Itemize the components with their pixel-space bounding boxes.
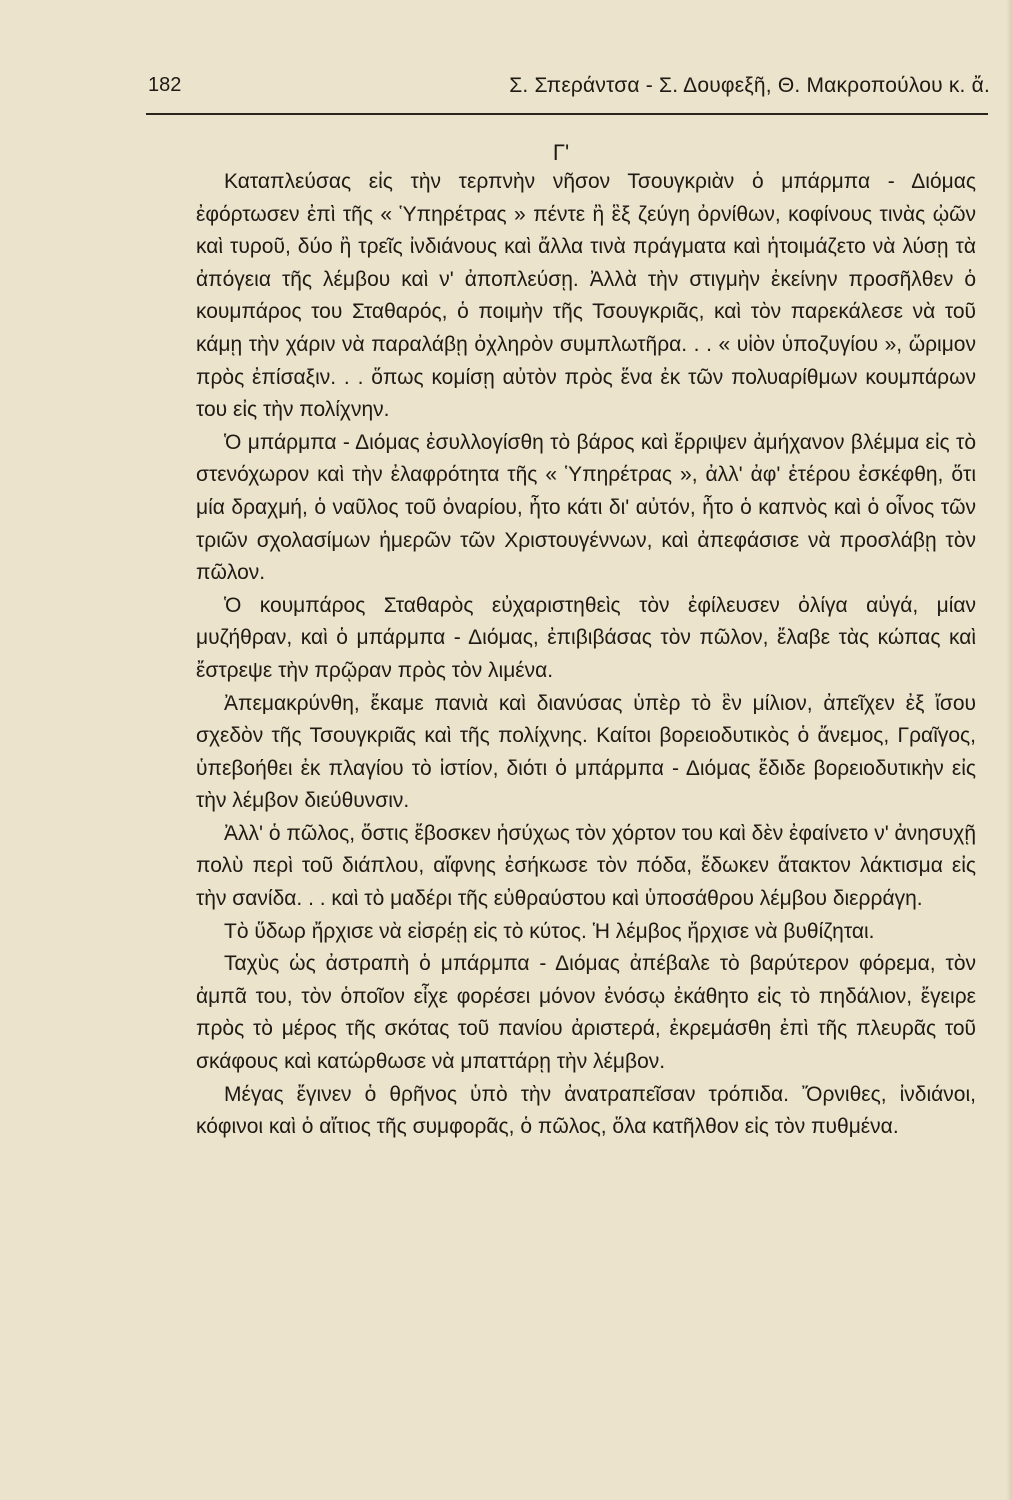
paragraph-4: Ἀπεμακρύνθη, ἔκαμε πανιὰ καὶ διανύσας ὑπὲρ τὸ ἓν μίλιον, ἀπεῖχεν ἐξ ἴσου σχεδὸν τῆς Τσουγκριᾶς καὶ τῆς πολίχνης. Καίτοι βορειοδυτικὸς ὁ ἄνεμος, Γραῖγος, ὑπεβοήθει ἐκ πλαγίου τὸ ἱστίον, διότι ὁ μπάρμπα - Διόμας ἔδιδε βορειοδυτικὴν εἰς τὴν λέμβον διεύθυνσιν. [196,691,976,813]
paragraph-7: Ταχὺς ὡς ἀστραπὴ ὁ μπάρμπα - Διόμας ἀπέβαλε τὸ βαρύτερον φόρεμα, τὸν ἀμπᾶ του, τὸν ὁποῖον εἶχε φορέσει μόνον ἐνόσῳ ἐκάθητο εἰς τὸ πηδάλιον, ἔγειρε πρὸς τὸ μέρος τῆς σκότας τοῦ πανίου ἀριστερά, ἐκρεμάσθη ἐπὶ τῆς πλευρᾶς τοῦ σκάφους καὶ κατώρθωσε νὰ μπαττάρῃ τὴν λέμβον. [196,952,976,1074]
paragraph-8: Μέγας ἔγινεν ὁ θρῆνος ὑπὸ τὴν ἀνατραπεῖσαν τρόπιδα. Ὄρνιθες, ἰνδιάνοι, κόφινοι καὶ ὁ αἴτιος τῆς συμφορᾶς, ὁ πῶλος, ὅλα κατῆλθον εἰς τὸν πυθμένα. [196,1082,976,1139]
page-header [140,74,990,104]
body-text [196,162,976,1144]
paragraph-2: Ὁ μπάρμπα - Διόμας ἐσυλλογίσθη τὸ βάρος καὶ ἔρριψεν ἀμήχανον βλέμμα εἰς τὸ στενόχωρον καὶ τὴν ἐλαφρότητα τῆς « Ὑπηρέτρας », ἀλλ' ἀφ' ἑτέρου ἐσκέφθη, ὅτι μία δραχμή, ὁ ναῦλος τοῦ ὀναρίου, ἦτο κάτι δι' αὐτόν, ἦτο ὁ καπνὸς καὶ ὁ οἶνος τῶν τριῶν σχολασίμων ἡμερῶν τῶν Χριστουγέννων, καὶ ἀπεφάσισε νὰ προσλάβῃ τὸν πῶλον. [196,430,976,585]
paragraph-5: Ἀλλ' ὁ πῶλος, ὅστις ἔβοσκεν ἡσύχως τὸν χόρτον του καὶ δὲν ἐφαίνετο ν' ἀνησυχῇ πολὺ περὶ τοῦ διάπλου, αἴφνης ἐσήκωσε τὸν πόδα, ἔδωκεν ἄτακτον λάκτισμα εἰς τὴν σανίδα. . . καὶ τὸ μαδέρι τῆς εὐθραύστου καὶ ὑποσάθρου λέμβου διερράγη. [196,821,977,911]
paragraph-6: Τὸ ὕδωρ ἤρχισε νὰ εἰσρέῃ εἰς τὸ κύτος. Ἡ λέμβος ἤρχισε νὰ βυθίζηται. [224,919,875,943]
header-rule [146,113,988,115]
running-head: Σ. Σπεράντσα - Σ. Δουφεξῆ, Θ. Μακροπούλου κ. ἄ. [509,74,990,97]
section-heading: Γ' [552,140,570,165]
page-number: 182 [148,74,182,96]
paragraph-1: Καταπλεύσας εἰς τὴν τερπνὴν νῆσον Τσουγκριὰν ὁ μπάρμπα - Διόμας ἐφόρτωσεν ἐπὶ τῆς « Ὑπηρέτρας » πέντε ἢ ἓξ ζεύγη ὀρνίθων, κοφίνους τινὰς ᾠῶν καὶ τυροῦ, δύο ἢ τρεῖς ἰνδιάνους καὶ ἄλλα τινὰ πράγματα καὶ ἡτοιμάζετο νὰ λύσῃ τὰ ἀπόγεια τῆς λέμβου καὶ ν' ἀποπλεύσῃ. Ἀλλὰ τὴν στιγμὴν ἐκείνην προσῆλθεν ὁ κουμπάρος του Σταθαρός, ὁ ποιμὴν τῆς Τσουγκριᾶς, καὶ τὸν παρεκάλεσε νὰ τοῦ κάμῃ τὴν χάριν νὰ παραλάβῃ ὀχληρὸν συμπλωτῆρα. . . « υἱὸν ὑποζυγίου », ὥριμον πρὸς ἐπίσαξιν. . . ὅπως κομίσῃ αὐτὸν πρὸς ἕνα ἐκ τῶν πολυαρίθμων κουμπάρων του εἰς τὴν πολίχνην. [196,170,976,422]
page-edge-shadow [1006,0,1012,1500]
paragraph-3: Ὁ κουμπάρος Σταθαρὸς εὐχαριστηθεὶς τὸν ἐφίλευσεν ὀλίγα αὐγά, μίαν μυζήθραν, καὶ ὁ μπάρμπα - Διόμας, ἐπιβιβάσας τὸν πῶλον, ἔλαβε τὰς κώπας καὶ ἔστρεψε τὴν πρῷραν πρὸς τὸν λιμένα. [196,593,976,682]
